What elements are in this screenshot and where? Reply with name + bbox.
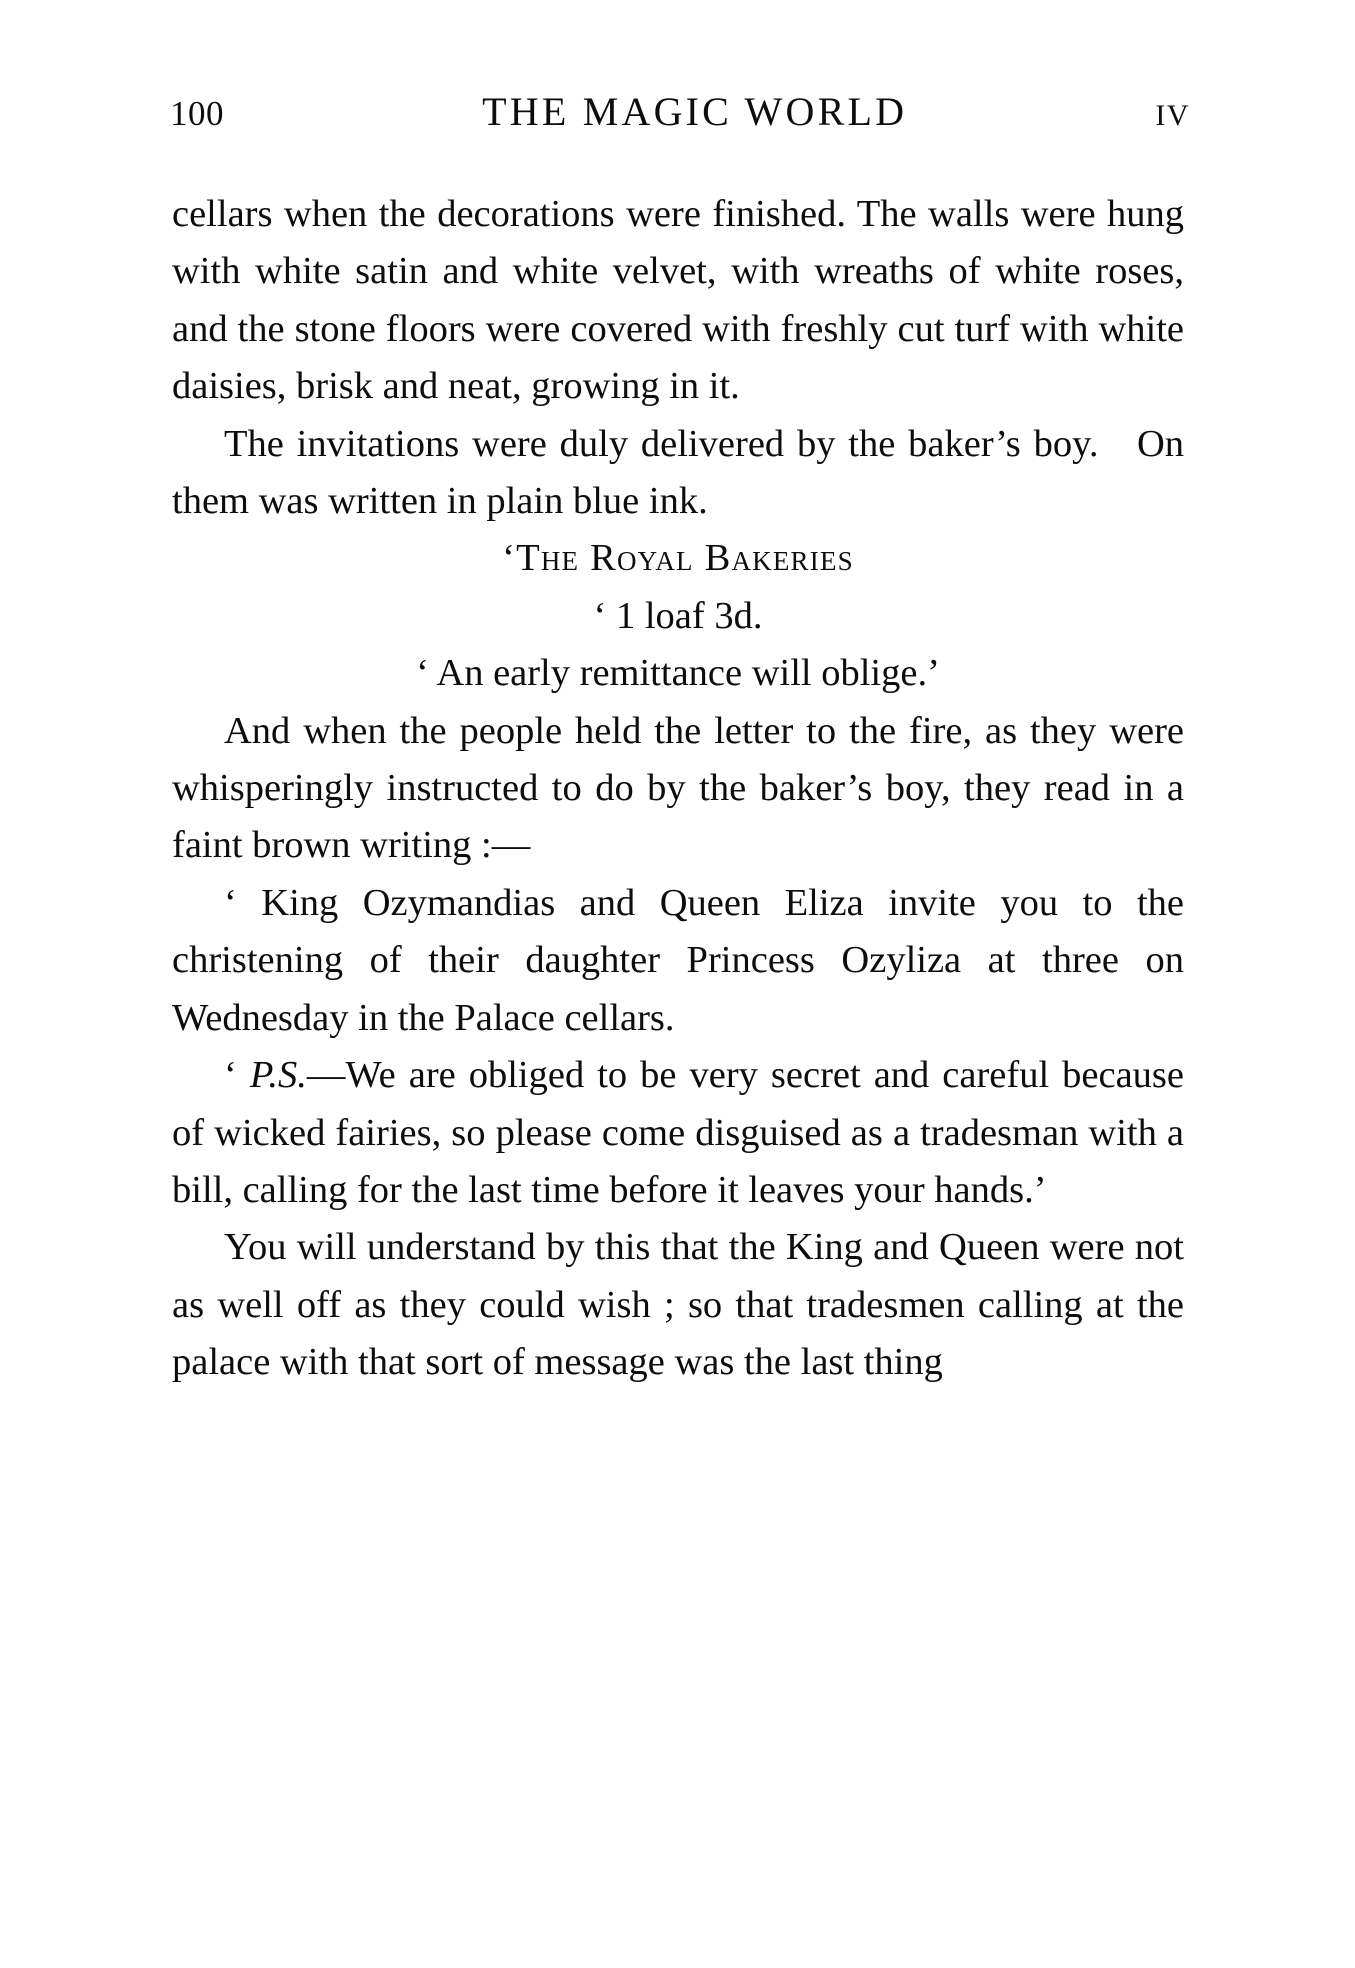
paragraph-3: And when the people held the letter to the fire, as they were whisperingly instructed to do by the baker’s boy, they read in a faint brown writing :— bbox=[172, 709, 1184, 867]
book-title: THE MAGIC WORLD bbox=[482, 89, 908, 134]
paragraph-6: You will understand by this that the King and Queen were not as well off as they could wish ; so that tradesmen calling at the palace with that sort of message was the last thing bbox=[172, 1226, 1184, 1384]
paragraph-5 bbox=[172, 1047, 1184, 1219]
ps-label: P.S. bbox=[249, 1054, 307, 1097]
letter-heading-line: ‘The Royal Bakeries bbox=[502, 537, 854, 580]
chapter-number: IV bbox=[1155, 99, 1190, 132]
page-body bbox=[172, 186, 1184, 1392]
ps-quote-mark: ‘ bbox=[224, 1054, 250, 1097]
ps-text: —We are obliged to be very secret and careful because of wicked fairies, so please come disguised as a tradesman with a bill, calling for the last time before it leaves your hands.’ bbox=[172, 1054, 1184, 1211]
paragraph-1: cellars when the decorations were finished. The walls were hung with white satin and white velvet, with wreaths of white roses, and the stone floors were covered with freshly cut turf with white daisies, brisk and neat, growing in it. bbox=[172, 193, 1184, 408]
page-number: 100 bbox=[170, 94, 224, 133]
paragraph-2: The invitations were duly delivered by the baker’s boy. On them was written in plain blue ink. bbox=[172, 422, 1184, 523]
running-head bbox=[170, 88, 1190, 135]
paragraph-4: ‘ King Ozymandias and Queen Eliza invite you to the christening of their daughter Princess Ozyliza at three on Wednesday in the Palace cellars. bbox=[172, 881, 1184, 1039]
letter-remittance-line: ‘ An early remittance will oblige.’ bbox=[416, 652, 940, 695]
letter-price-line: ‘ 1 loaf 3d. bbox=[593, 594, 763, 637]
